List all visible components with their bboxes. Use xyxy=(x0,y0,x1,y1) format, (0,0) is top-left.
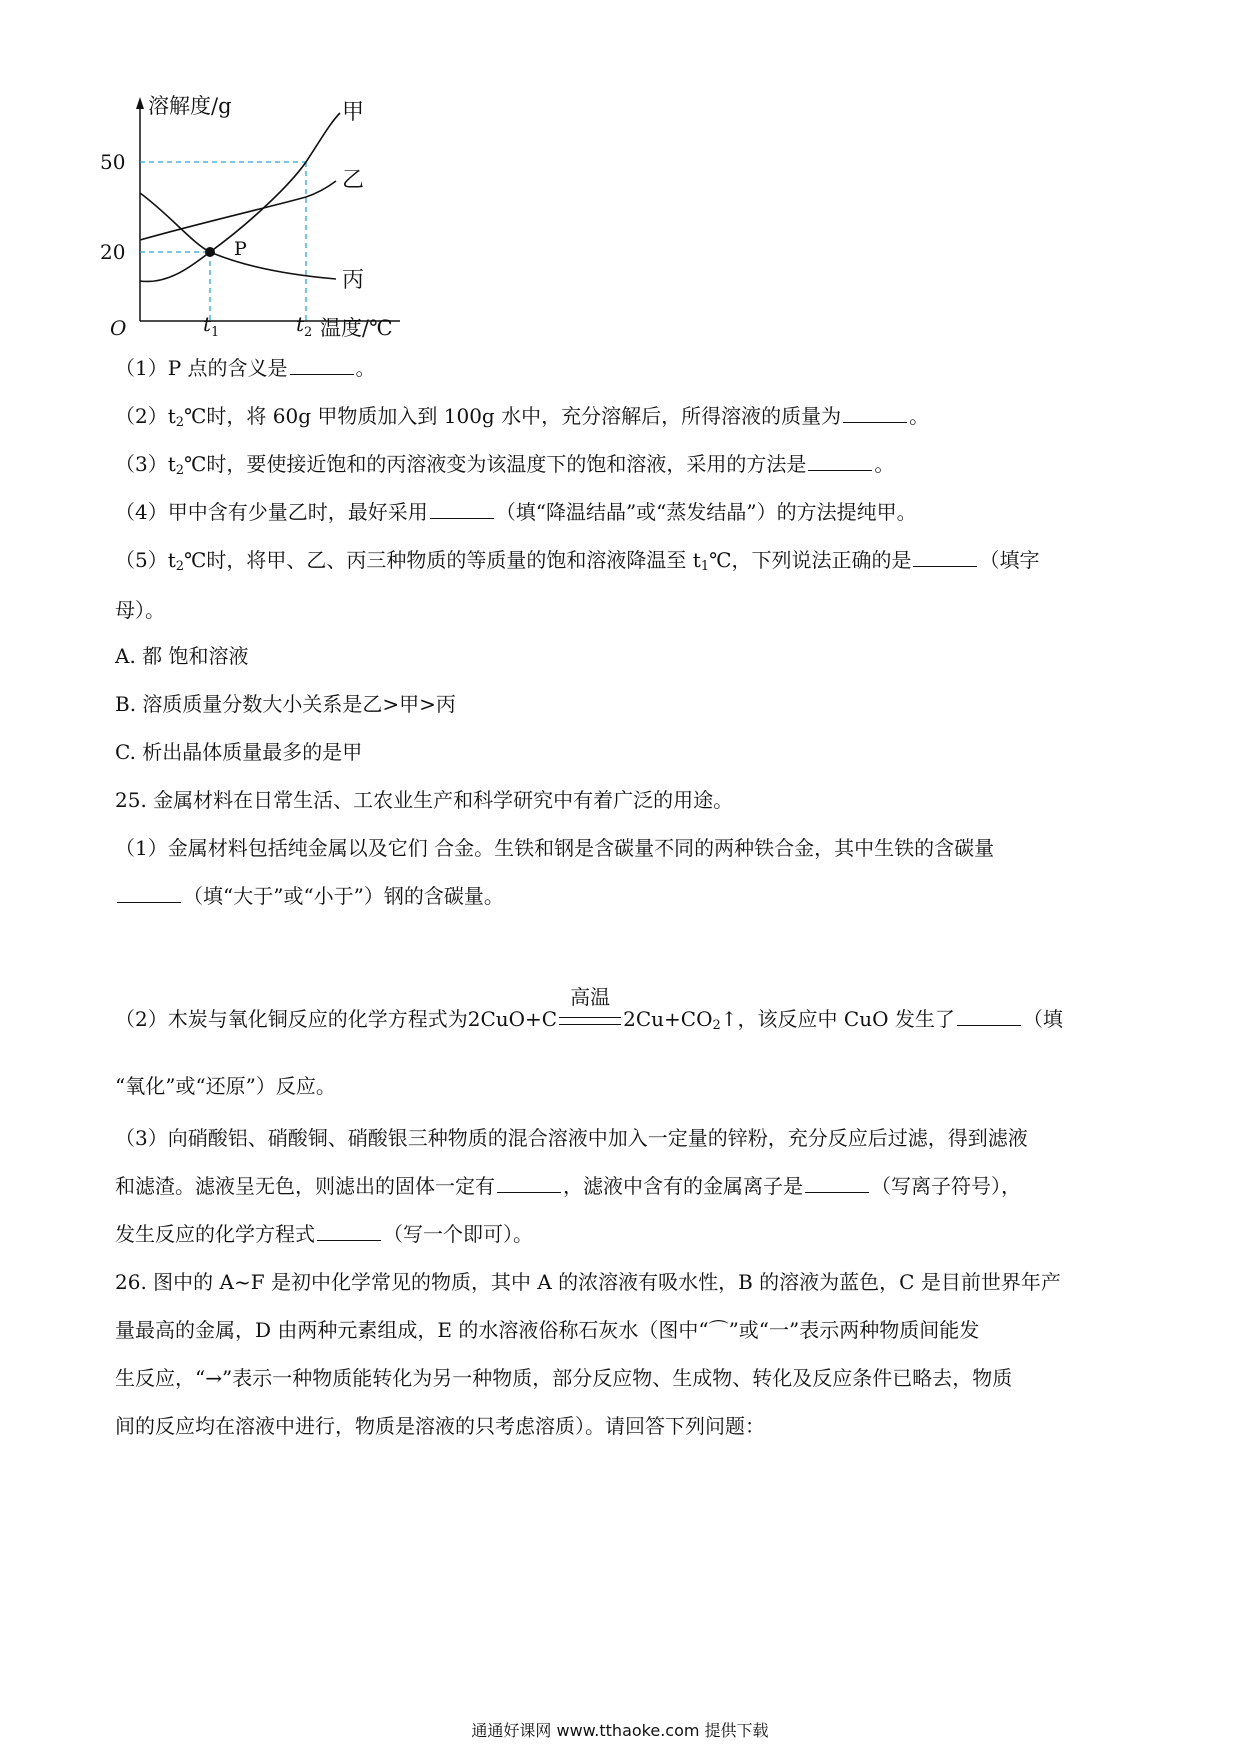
y-axis-arrow xyxy=(136,97,144,109)
y-tick-50: 50 xyxy=(100,150,126,174)
answer-blank[interactable] xyxy=(290,356,354,375)
q25-3c: 发生反应的化学方程式 （写一个即可）。 xyxy=(115,1222,533,1246)
q26-a: 26. 图中的 A~F 是初中化学常见的物质，其中 A 的浓溶液有吸水性，B 的溶液为蓝色，C 是目前世界年产 xyxy=(115,1270,1061,1294)
answer-blank[interactable] xyxy=(808,452,872,471)
x-axis-label: 温度/℃ xyxy=(320,316,393,340)
arc-symbol: ⌒ xyxy=(708,1318,729,1342)
q24-2: $(2)t_2℃$时，将 60g 甲物质加入到 100g 水中，充分溶解后，所得溶液的质量为 。 xyxy=(115,404,930,430)
q25-1a: （1）金属材料包括纯金属以及它们 合金。生铁和钢是含碳量不同的两种铁合金，其中生铁的含碳量 xyxy=(115,836,995,860)
series-label-jia: 甲 xyxy=(342,100,365,125)
answer-blank[interactable] xyxy=(913,548,977,567)
answer-blank[interactable] xyxy=(957,1007,1021,1026)
q24-3: $(3)t_2℃$时，要使接近饱和的丙溶液变为该温度下的饱和溶液，采用的方法是 。 xyxy=(115,452,895,478)
equation-condition: 高温 xyxy=(559,1005,621,1033)
answer-blank[interactable] xyxy=(843,404,907,423)
q26-d: 间的反应均在溶液中进行，物质是溶液的只考虑溶质）。请回答下列问题： xyxy=(115,1414,765,1438)
answer-blank[interactable] xyxy=(805,1174,869,1193)
q25-3a: （3）向硝酸铝、硝酸铜、硝酸银三种物质的混合溶液中加入一定量的锌粉，充分反应后过滤，得到滤液 xyxy=(115,1126,1028,1150)
series-label-yi: 乙 xyxy=(342,168,365,193)
point-p-label: P xyxy=(234,238,247,260)
q24-1: （1）P 点的含义是 。 xyxy=(115,356,376,380)
q24-5: $(5)t_2℃$时，将甲、乙、丙三种物质的等质量的饱和溶液降温至 $t_1℃$，下列说法正确的是 （填字 xyxy=(115,548,1040,574)
q25-1b: （填“大于”或“小于”）钢的含碳量。 xyxy=(115,882,504,910)
answer-blank[interactable] xyxy=(497,1174,561,1193)
series-label-bing: 丙 xyxy=(342,268,365,293)
footer-watermark: 通通好课网 www.tthaoke.com 提供下载 xyxy=(471,1721,769,1740)
x-tick-t2: $t_2$ xyxy=(296,312,313,340)
solubility-chart xyxy=(100,95,460,385)
x-tick-t1: $t_1$ xyxy=(203,312,220,340)
q26-b: 量最高的金属，D 由两种元素组成，E 的水溶液俗称石灰水（图中“⌒”或“一”表示两种物质间能发 xyxy=(115,1318,980,1342)
q24-5-cont: 母）。 xyxy=(115,598,165,622)
y-tick-20: 20 xyxy=(100,240,126,264)
q26-c: 生反应，“→”表示一种物质能转化为另一种物质，部分反应物、生成物、转化及反应条件已略去，物质 xyxy=(115,1366,1013,1390)
origin-label: O xyxy=(110,316,127,340)
q25-2: （2）木炭与氧化铜反应的化学方程式为2CuO+C 高温 $2Cu+CO_2↑$，该反应中 CuO 发生了 （填 xyxy=(115,985,1063,1033)
q24-4: （4）甲中含有少量乙时，最好采用 （填“降温结晶”或“蒸发结晶”）的方法提纯甲。 xyxy=(115,500,917,524)
point-p xyxy=(205,247,215,257)
q25-title: 25. 金属材料在日常生活、工农业生产和科学研究中有着广泛的用途。 xyxy=(115,788,734,812)
option-a[interactable]: A. 都 饱和溶液 xyxy=(115,644,249,668)
y-axis-label: 溶解度/g xyxy=(148,95,232,118)
option-b[interactable]: B. 溶质质量分数大小关系是乙>甲>丙 xyxy=(115,692,456,716)
answer-blank[interactable] xyxy=(117,884,181,903)
q25-3b: 和滤渣。滤液呈无色，则滤出的固体一定有 ，滤液中含有的金属离子是 （写离子符号）， xyxy=(115,1174,1021,1198)
answer-blank[interactable] xyxy=(317,1222,381,1241)
q25-2-cont: “氧化”或“还原”）反应。 xyxy=(115,1074,336,1098)
option-c[interactable]: C. 析出晶体质量最多的是甲 xyxy=(115,740,363,764)
answer-blank[interactable] xyxy=(430,500,494,519)
